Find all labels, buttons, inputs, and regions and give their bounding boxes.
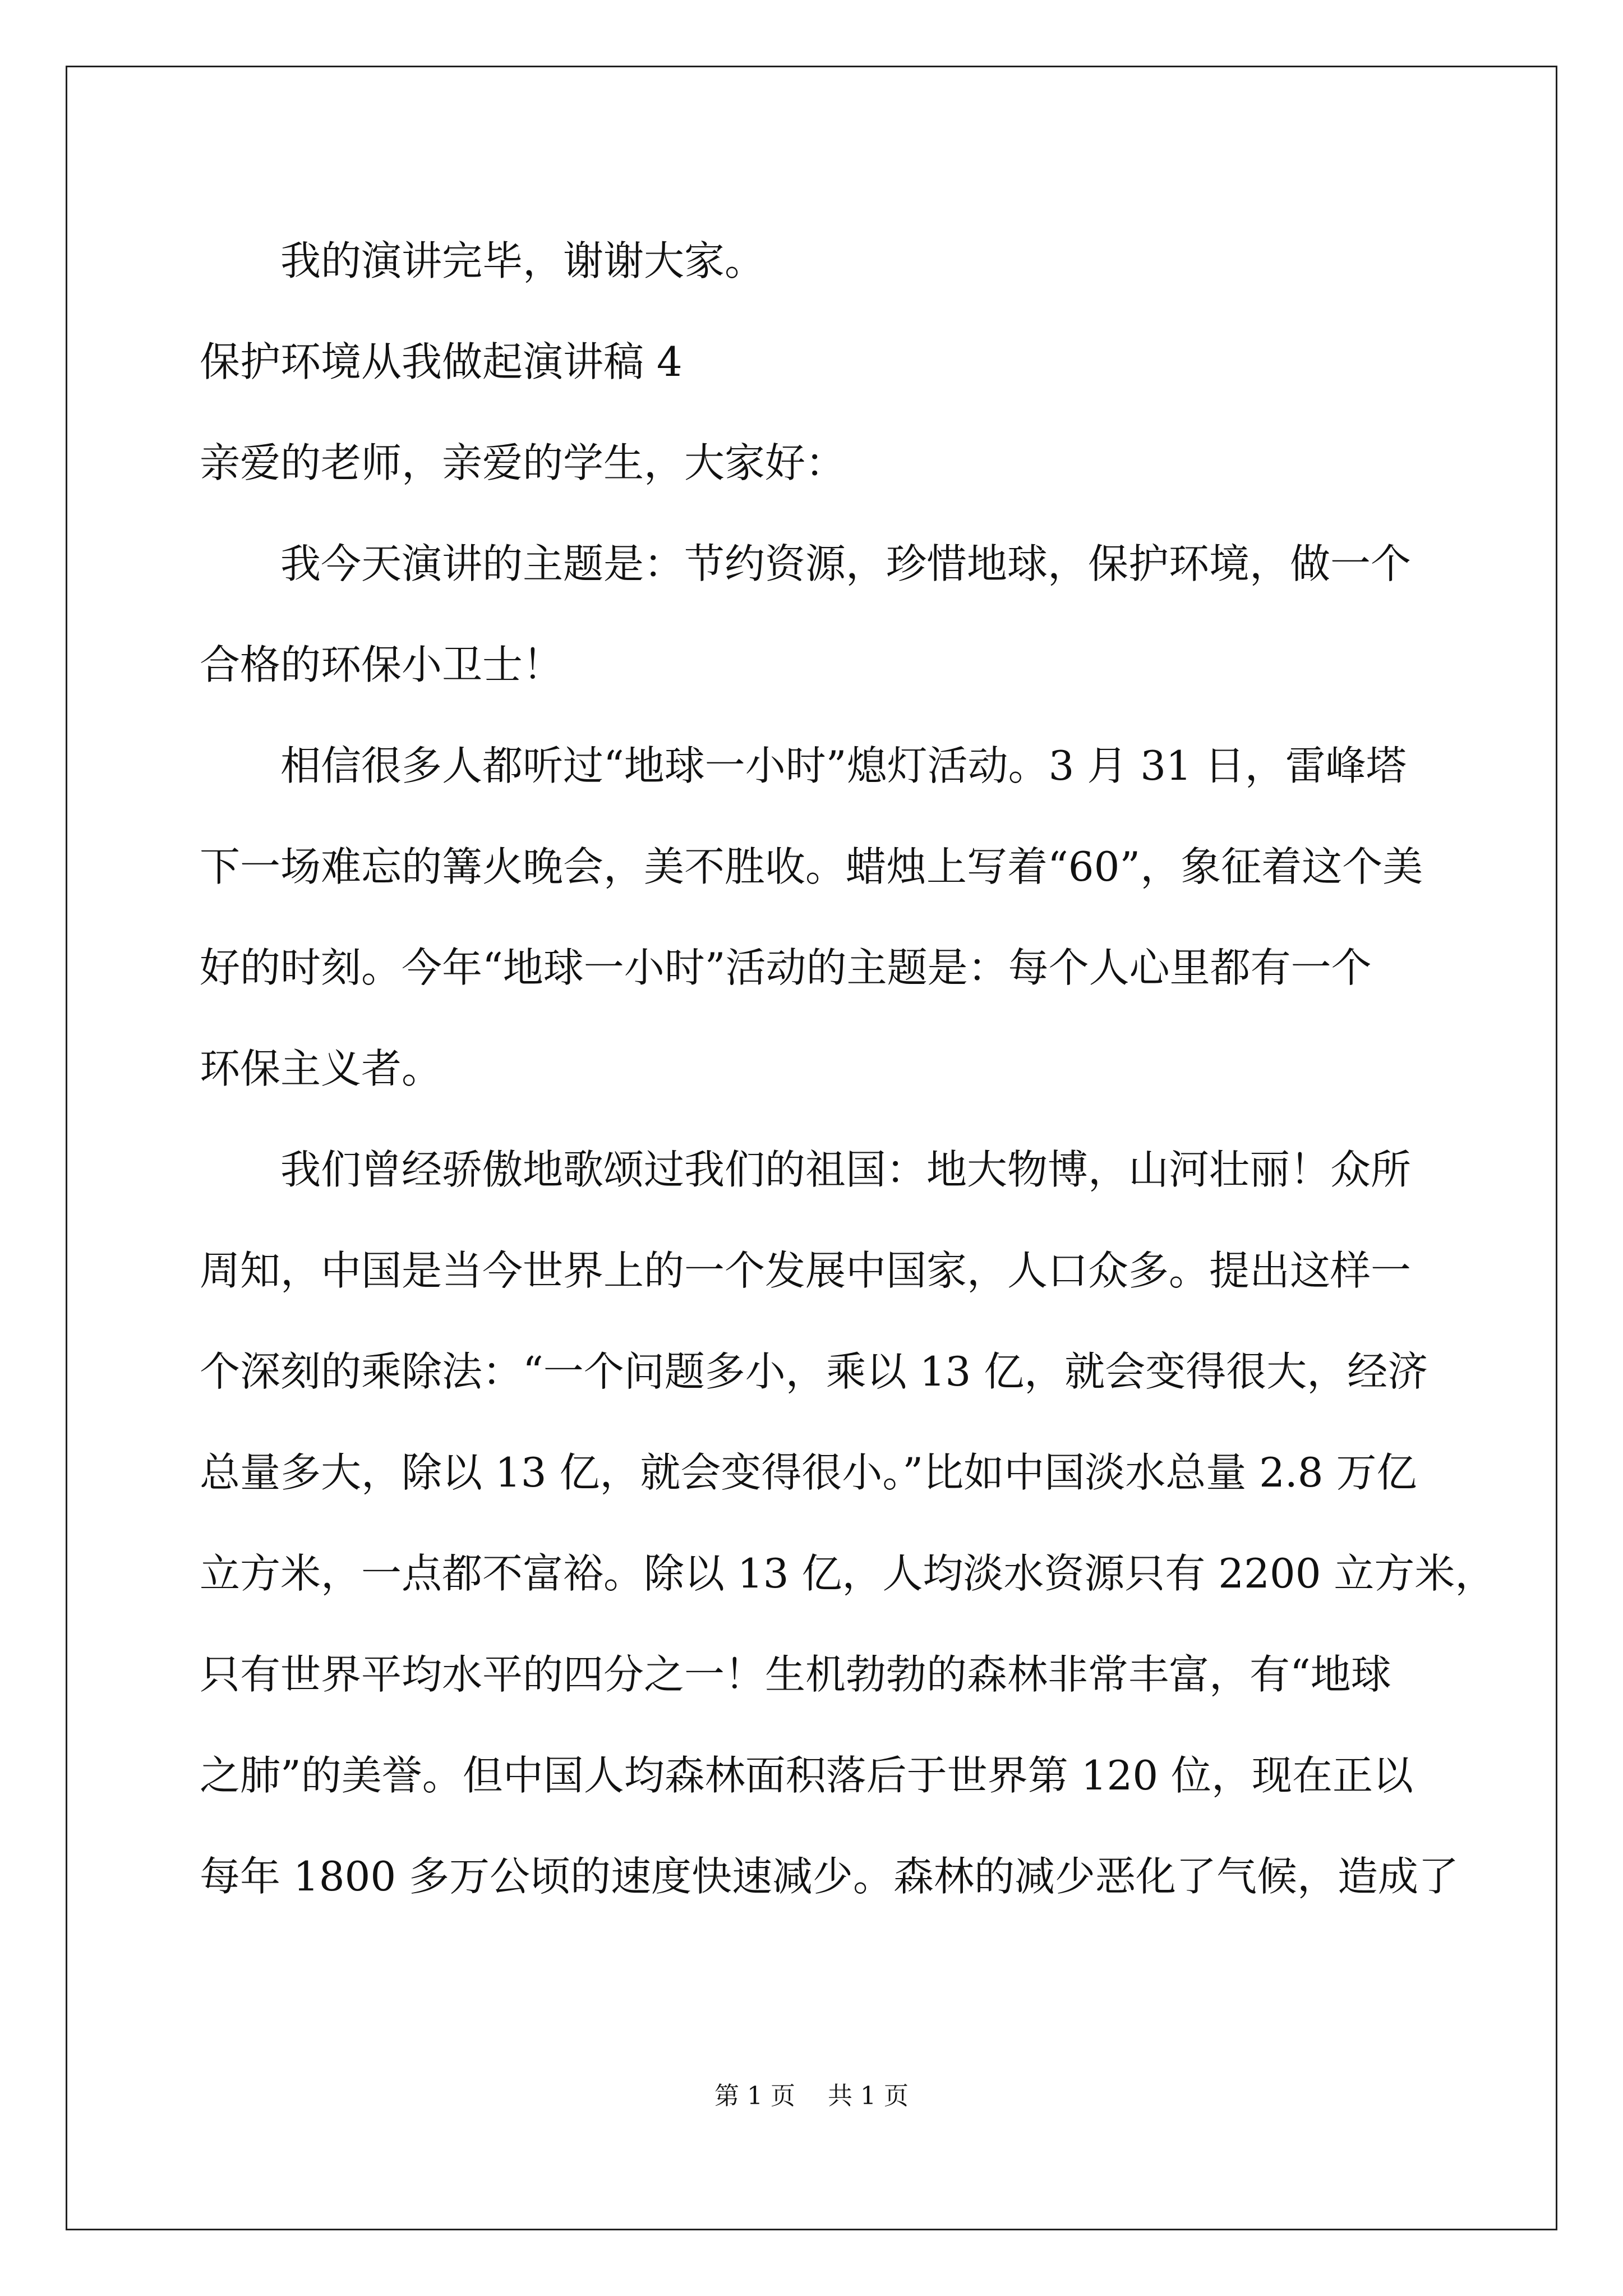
paragraph-line: 我们曾经骄傲地歌颂过我们的祖国：地大物博，山河壮丽！众所 (280, 1146, 1412, 1193)
paragraph-line: 好的时刻。今年“地球一小时”活动的主题是：每个人心里都有一个 (200, 944, 1372, 991)
paragraph-line: 相信很多人都听过“地球一小时”熄灯活动。3 月 31 日，雷峰塔 (280, 742, 1407, 789)
document-body (200, 210, 1496, 1927)
paragraph-line: 周知，中国是当今世界上的一个发展中国家，人口众多。提出这样一 (200, 1247, 1412, 1294)
salutation-line: 亲爱的老师，亲爱的学生，大家好： (200, 439, 846, 486)
paragraph-line: 下一场难忘的篝火晚会，美不胜收。蜡烛上写着“60”，象征着这个美 (200, 843, 1423, 890)
paragraph-line: 合格的环保小卫士！ (200, 641, 564, 688)
paragraph-line: 总量多大，除以 13 亿，就会变得很小。”比如中国淡水总量 2.8 万亿 (200, 1449, 1417, 1496)
paragraph-line: 个深刻的乘除法：“一个问题多小，乘以 13 亿，就会变得很大，经济 (200, 1348, 1428, 1395)
paragraph-line: 环保主义者。 (200, 1045, 442, 1092)
paragraph-line: 立方米，一点都不富裕。除以 13 亿，人均淡水资源只有 2200 立方米， (200, 1550, 1496, 1597)
paragraph-line: 每年 1800 多万公顷的速度快速减少。森林的减少恶化了气候，造成了 (200, 1853, 1459, 1900)
paragraph-line: 只有世界平均水平的四分之一！生机勃勃的森林非常丰富，有“地球 (200, 1651, 1391, 1698)
page-number: 第 1 页 (714, 2082, 795, 2110)
page-footer (0, 2076, 1623, 2111)
section-title: 保护环境从我做起演讲稿 4 (200, 338, 683, 385)
paragraph-line: 我的演讲完毕，谢谢大家。 (280, 237, 766, 284)
paragraph-line: 之肺”的美誉。但中国人均森林面积落后于世界第 120 位，现在正以 (200, 1752, 1414, 1799)
page-total: 共 1 页 (828, 2082, 909, 2110)
paragraph-line: 我今天演讲的主题是：节约资源，珍惜地球，保护环境，做一个 (280, 540, 1412, 587)
